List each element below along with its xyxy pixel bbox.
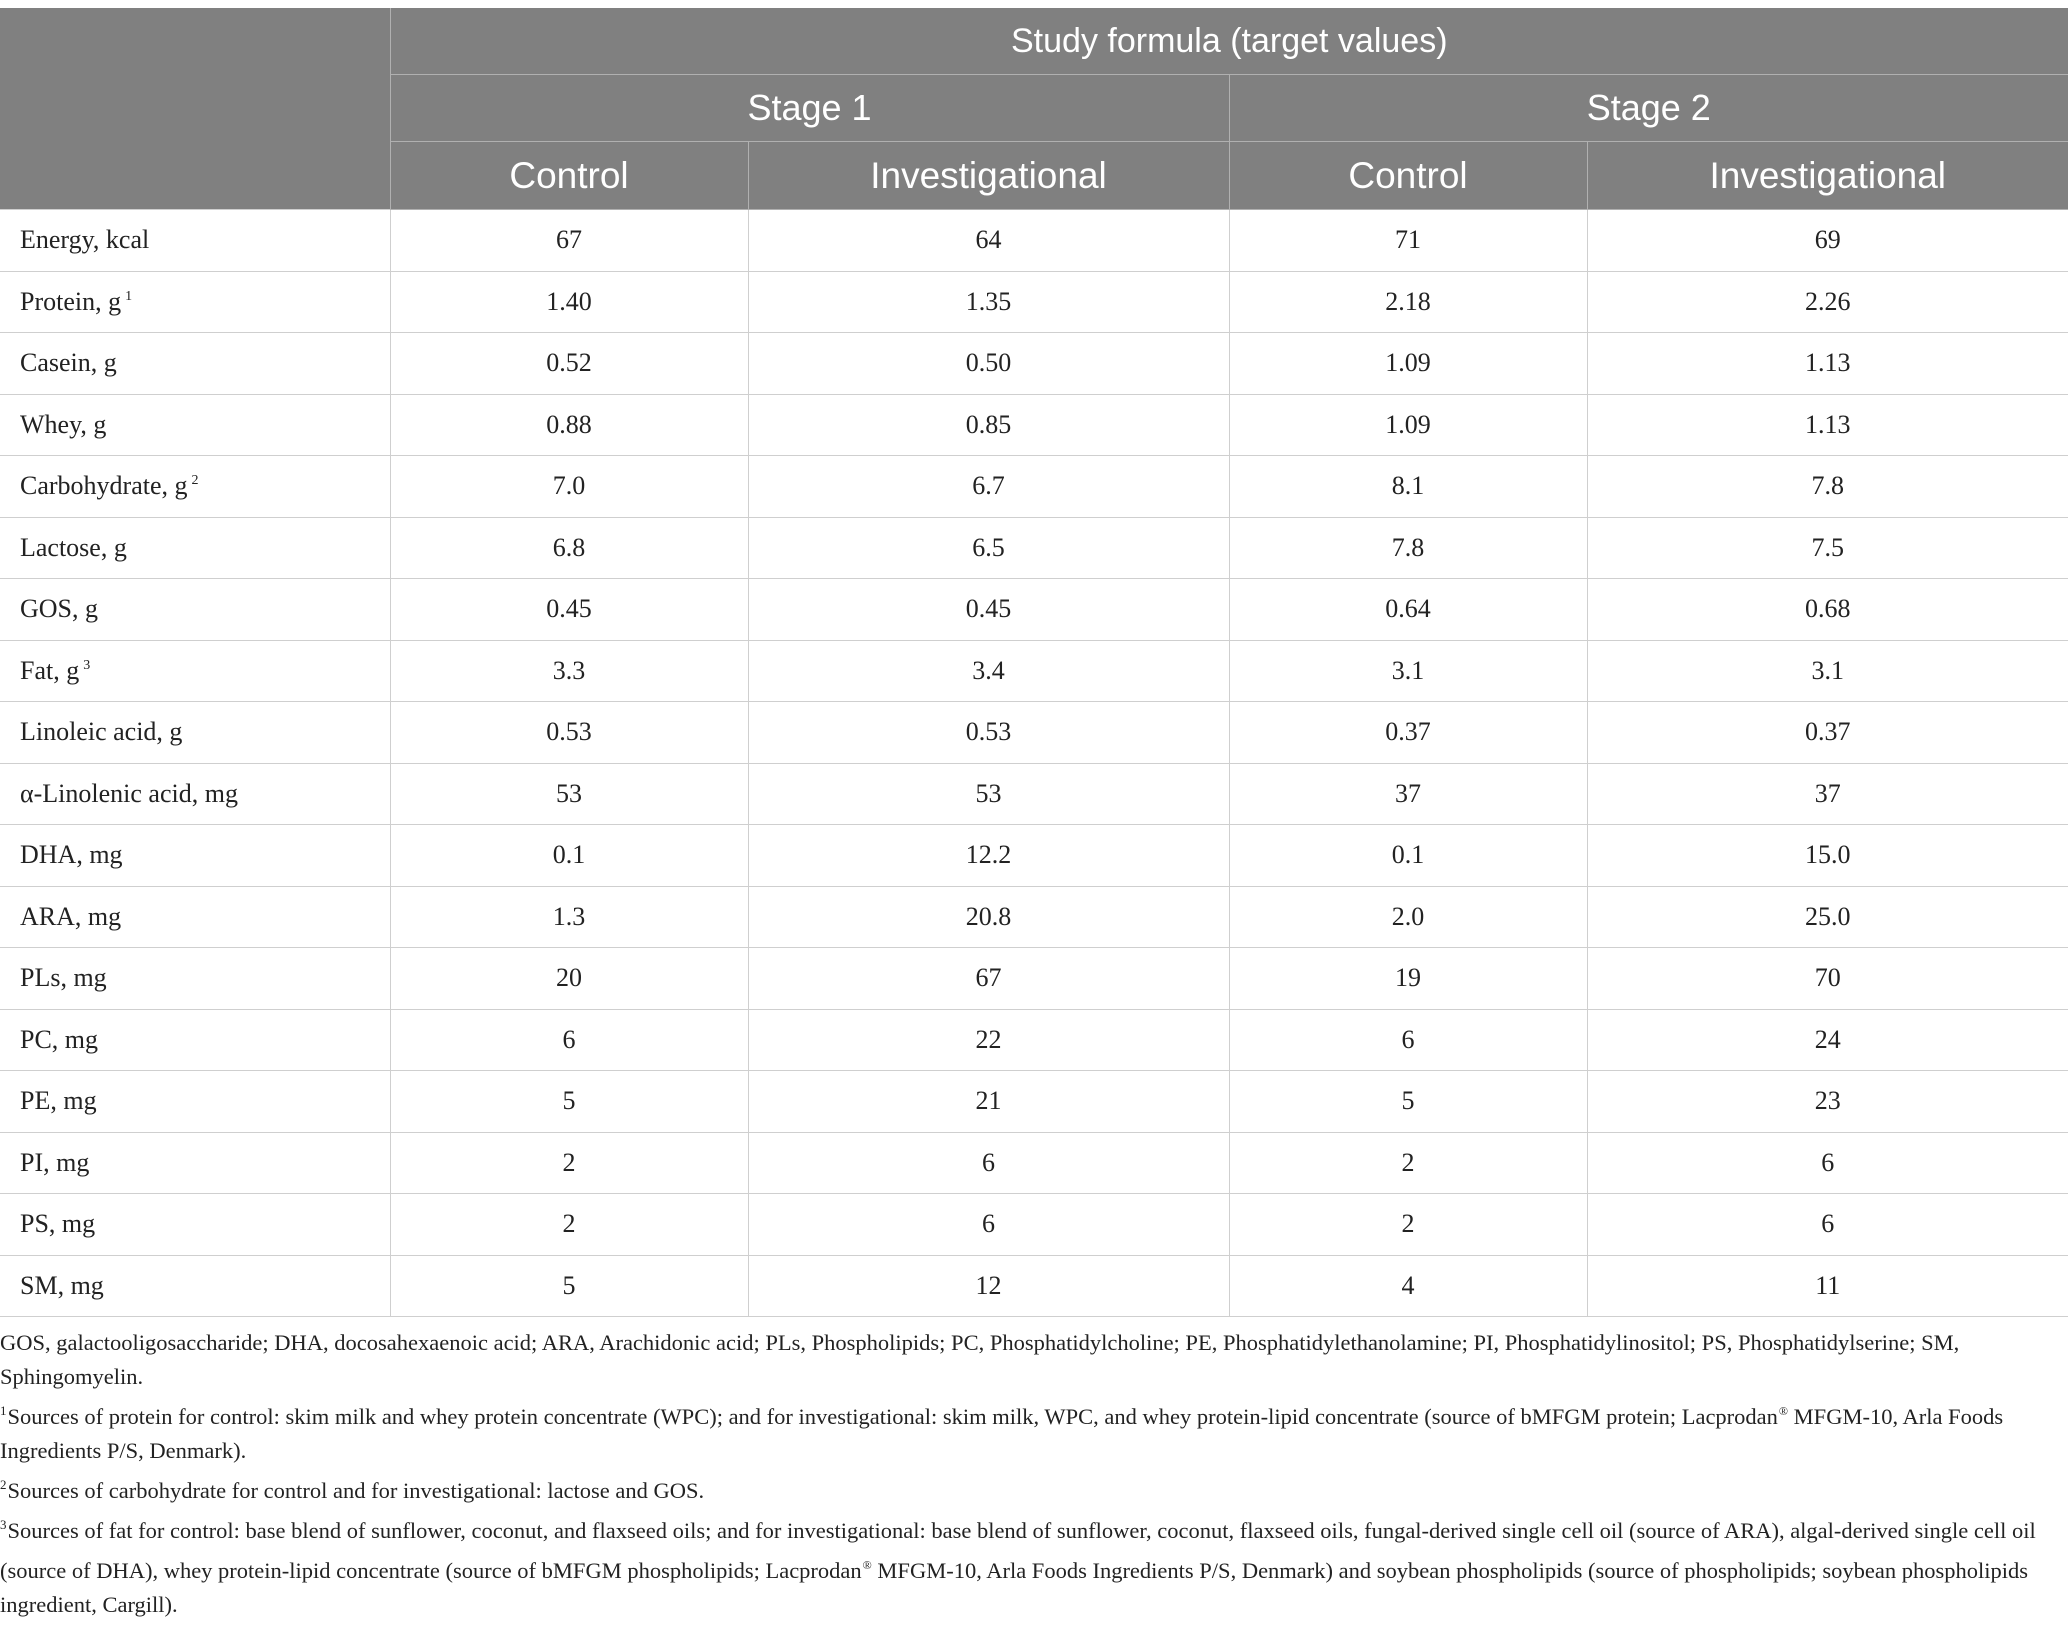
table-row (0, 886, 2068, 948)
stage-2-control-value: 6 (1229, 1009, 1587, 1071)
row-label-cell (0, 948, 390, 1010)
footnote-1-text: Sources of protein for control: skim milk and whey protein concentrate (WPC); and for investigational: skim milk, WPC, and whey protein-lipid concentrate (source of bMFGM protein; Lacprodan (7, 1404, 1778, 1429)
stage-1-investigational-value: 3.4 (748, 640, 1229, 702)
stage-2-control-header: Control (1229, 142, 1587, 210)
stage-1-investigational-value: 0.50 (748, 333, 1229, 395)
stage-2-investigational-value: 37 (1587, 763, 2068, 825)
stage-1-control-value: 6 (390, 1009, 748, 1071)
row-label: Protein, g (20, 286, 122, 316)
table-row (0, 1132, 2068, 1194)
row-label: DHA, mg (20, 840, 123, 870)
table-wrapper (0, 8, 2068, 1317)
stage-2-control-value: 2 (1229, 1194, 1587, 1256)
row-label: PC, mg (20, 1024, 99, 1054)
row-label: SM, mg (20, 1270, 104, 1300)
abbreviations-note: GOS, galactooligosaccharide; DHA, docosahexaenoic acid; ARA, Arachidonic acid; PLs, Phospholipids; PC, Phosphatidylcholine; PE, Phosphatidylethanolamine; PI, Phosphatidylinositol; PS, Phosphatidylserine; SM, Sphingomyelin. (0, 1330, 1960, 1389)
row-label-cell (0, 886, 390, 948)
stage-1-control-value: 0.1 (390, 825, 748, 887)
row-label-cell (0, 702, 390, 764)
stage-2-investigational-value: 25.0 (1587, 886, 2068, 948)
table-row (0, 948, 2068, 1010)
stage-2-control-value: 0.1 (1229, 825, 1587, 887)
stage-2-investigational-value: 1.13 (1587, 394, 2068, 456)
row-label: Carbohydrate, g (20, 471, 188, 501)
row-label-cell (0, 333, 390, 395)
row-label-cell (0, 517, 390, 579)
stage-1-investigational-value: 67 (748, 948, 1229, 1010)
stage-1-control-value: 1.40 (390, 271, 748, 333)
row-label-cell (0, 579, 390, 641)
footnote-2 (0, 1468, 2040, 1508)
footnote-marker: 3 (83, 657, 91, 673)
row-label-cell (0, 825, 390, 887)
table-header (0, 8, 2068, 210)
row-label: GOS, g (20, 594, 99, 624)
stage-1-control-value: 0.52 (390, 333, 748, 395)
row-label: Whey, g (20, 409, 107, 439)
row-label: Fat, g (20, 655, 80, 685)
stage-1-investigational-value: 6.5 (748, 517, 1229, 579)
footnote-3-text: Sources of fat for control: base blend of sunflower, coconut, and flaxseed oils; and for investigational: base blend of sunflower, coconut, flaxseed oils, fungal-derived single cell oil (source of ARA), algal-derived single cell oil (source of DHA), whey protein-lipid concentrate (source of bMFGM phospholipids; Lacprodan (0, 1518, 2036, 1583)
row-label-cell (0, 1255, 390, 1317)
table-row (0, 763, 2068, 825)
registered-mark: ® (862, 1558, 872, 1572)
table-footnotes (0, 1326, 2040, 1622)
table-row (0, 1255, 2068, 1317)
footnote-1 (0, 1394, 2040, 1468)
stage-2-investigational-value: 24 (1587, 1009, 2068, 1071)
table-row (0, 210, 2068, 272)
stage-2-control-value: 3.1 (1229, 640, 1587, 702)
stage-2-control-value: 4 (1229, 1255, 1587, 1317)
stage-1-control-header: Control (390, 142, 748, 210)
row-label: ARA, mg (20, 901, 122, 931)
stage-2-investigational-value: 23 (1587, 1071, 2068, 1133)
stage-1-investigational-value: 64 (748, 210, 1229, 272)
stage-1-investigational-value: 6.7 (748, 456, 1229, 518)
row-label-cell (0, 763, 390, 825)
row-label-cell (0, 210, 390, 272)
footnote-2-text: Sources of carbohydrate for control and for investigational: lactose and GOS. (7, 1478, 705, 1503)
stage-1-investigational-value: 20.8 (748, 886, 1229, 948)
row-label-cell (0, 1132, 390, 1194)
table-row (0, 702, 2068, 764)
stage-1-control-value: 6.8 (390, 517, 748, 579)
stage-2-control-value: 0.64 (1229, 579, 1587, 641)
stage-1-header: Stage 1 (390, 75, 1229, 142)
row-label-cell (0, 640, 390, 702)
stage-2-investigational-value: 0.68 (1587, 579, 2068, 641)
stage-1-control-value: 53 (390, 763, 748, 825)
row-label: PI, mg (20, 1147, 90, 1177)
stage-1-control-value: 0.45 (390, 579, 748, 641)
stage-2-investigational-value: 3.1 (1587, 640, 2068, 702)
stage-2-investigational-value: 11 (1587, 1255, 2068, 1317)
row-label: Casein, g (20, 348, 117, 378)
stage-1-investigational-value: 22 (748, 1009, 1229, 1071)
row-label: Linoleic acid, g (20, 717, 183, 747)
stage-1-investigational-value: 12 (748, 1255, 1229, 1317)
footnote-2-mark: 2 (0, 1477, 7, 1492)
stage-1-investigational-value: 21 (748, 1071, 1229, 1133)
stage-2-investigational-value: 15.0 (1587, 825, 2068, 887)
row-label: Lactose, g (20, 532, 127, 562)
row-label-cell (0, 456, 390, 518)
table-row (0, 579, 2068, 641)
footnote-marker: 2 (191, 473, 199, 489)
header-stub-cell (0, 8, 390, 210)
row-label-cell (0, 271, 390, 333)
stage-1-control-value: 0.53 (390, 702, 748, 764)
row-label: PS, mg (20, 1209, 96, 1239)
stage-1-investigational-value: 0.45 (748, 579, 1229, 641)
stage-2-investigational-value: 6 (1587, 1132, 2068, 1194)
table-row (0, 394, 2068, 456)
footnote-marker: 1 (125, 288, 133, 304)
stage-2-investigational-value: 1.13 (1587, 333, 2068, 395)
stage-2-investigational-value: 69 (1587, 210, 2068, 272)
table-row (0, 333, 2068, 395)
row-label-cell (0, 1009, 390, 1071)
stage-1-control-value: 3.3 (390, 640, 748, 702)
stage-1-investigational-value: 0.85 (748, 394, 1229, 456)
stage-2-control-value: 0.37 (1229, 702, 1587, 764)
stage-2-control-value: 8.1 (1229, 456, 1587, 518)
table-row (0, 825, 2068, 887)
stage-2-control-value: 2.18 (1229, 271, 1587, 333)
stage-2-investigational-value: 2.26 (1587, 271, 2068, 333)
stage-2-investigational-value: 70 (1587, 948, 2068, 1010)
table-row (0, 271, 2068, 333)
stage-2-control-value: 2 (1229, 1132, 1587, 1194)
row-label: PE, mg (20, 1086, 97, 1116)
row-label: Energy, kcal (20, 225, 150, 255)
stage-1-control-value: 7.0 (390, 456, 748, 518)
footnote-1-mark: 1 (0, 1403, 7, 1418)
footnote-3 (0, 1508, 2040, 1622)
stage-2-control-value: 37 (1229, 763, 1587, 825)
stage-1-investigational-value: 0.53 (748, 702, 1229, 764)
table-row (0, 1071, 2068, 1133)
stage-1-control-value: 67 (390, 210, 748, 272)
stage-1-control-value: 5 (390, 1255, 748, 1317)
stage-1-control-value: 2 (390, 1132, 748, 1194)
stage-1-investigational-header: Investigational (748, 142, 1229, 210)
stage-2-investigational-header: Investigational (1587, 142, 2068, 210)
registered-mark: ® (1778, 1404, 1789, 1418)
stage-2-header: Stage 2 (1229, 75, 2068, 142)
stage-2-control-value: 71 (1229, 210, 1587, 272)
formula-composition-table (0, 8, 2068, 1317)
stage-2-investigational-value: 6 (1587, 1194, 2068, 1256)
stage-2-control-value: 1.09 (1229, 333, 1587, 395)
stage-2-control-value: 2.0 (1229, 886, 1587, 948)
row-label: PLs, mg (20, 963, 107, 993)
stage-1-control-value: 20 (390, 948, 748, 1010)
stage-1-investigational-value: 1.35 (748, 271, 1229, 333)
table-row (0, 456, 2068, 518)
stage-1-investigational-value: 12.2 (748, 825, 1229, 887)
footnote-3-mark: 3 (0, 1517, 7, 1532)
footnote-3-text-end: MFGM-10, Arla Foods Ingredients P/S, Denmark) and soybean phospholipids (source of phospholipids; soybean phospholipids ingredient, Cargill). (0, 1558, 2028, 1617)
table-row (0, 1009, 2068, 1071)
row-label-cell (0, 1071, 390, 1133)
stage-1-investigational-value: 6 (748, 1132, 1229, 1194)
table-row (0, 1194, 2068, 1256)
table-body (0, 210, 2068, 1317)
table-row (0, 640, 2068, 702)
stage-2-control-value: 7.8 (1229, 517, 1587, 579)
footnote-1-text-end: MFGM-10, Arla Foods Ingredients P/S, Denmark). (0, 1404, 2004, 1463)
stage-2-investigational-value: 7.5 (1587, 517, 2068, 579)
stage-2-control-value: 1.09 (1229, 394, 1587, 456)
stage-1-control-value: 0.88 (390, 394, 748, 456)
stage-1-control-value: 5 (390, 1071, 748, 1133)
row-label-cell (0, 394, 390, 456)
stage-1-investigational-value: 53 (748, 763, 1229, 825)
stage-2-control-value: 19 (1229, 948, 1587, 1010)
stage-2-control-value: 5 (1229, 1071, 1587, 1133)
group-header-title: Study formula (target values) (390, 8, 2068, 75)
stage-2-investigational-value: 0.37 (1587, 702, 2068, 764)
stage-1-control-value: 1.3 (390, 886, 748, 948)
stage-1-investigational-value: 6 (748, 1194, 1229, 1256)
row-label: α-Linolenic acid, mg (20, 778, 238, 808)
stage-2-investigational-value: 7.8 (1587, 456, 2068, 518)
table-row (0, 517, 2068, 579)
row-label-cell (0, 1194, 390, 1256)
stage-1-control-value: 2 (390, 1194, 748, 1256)
